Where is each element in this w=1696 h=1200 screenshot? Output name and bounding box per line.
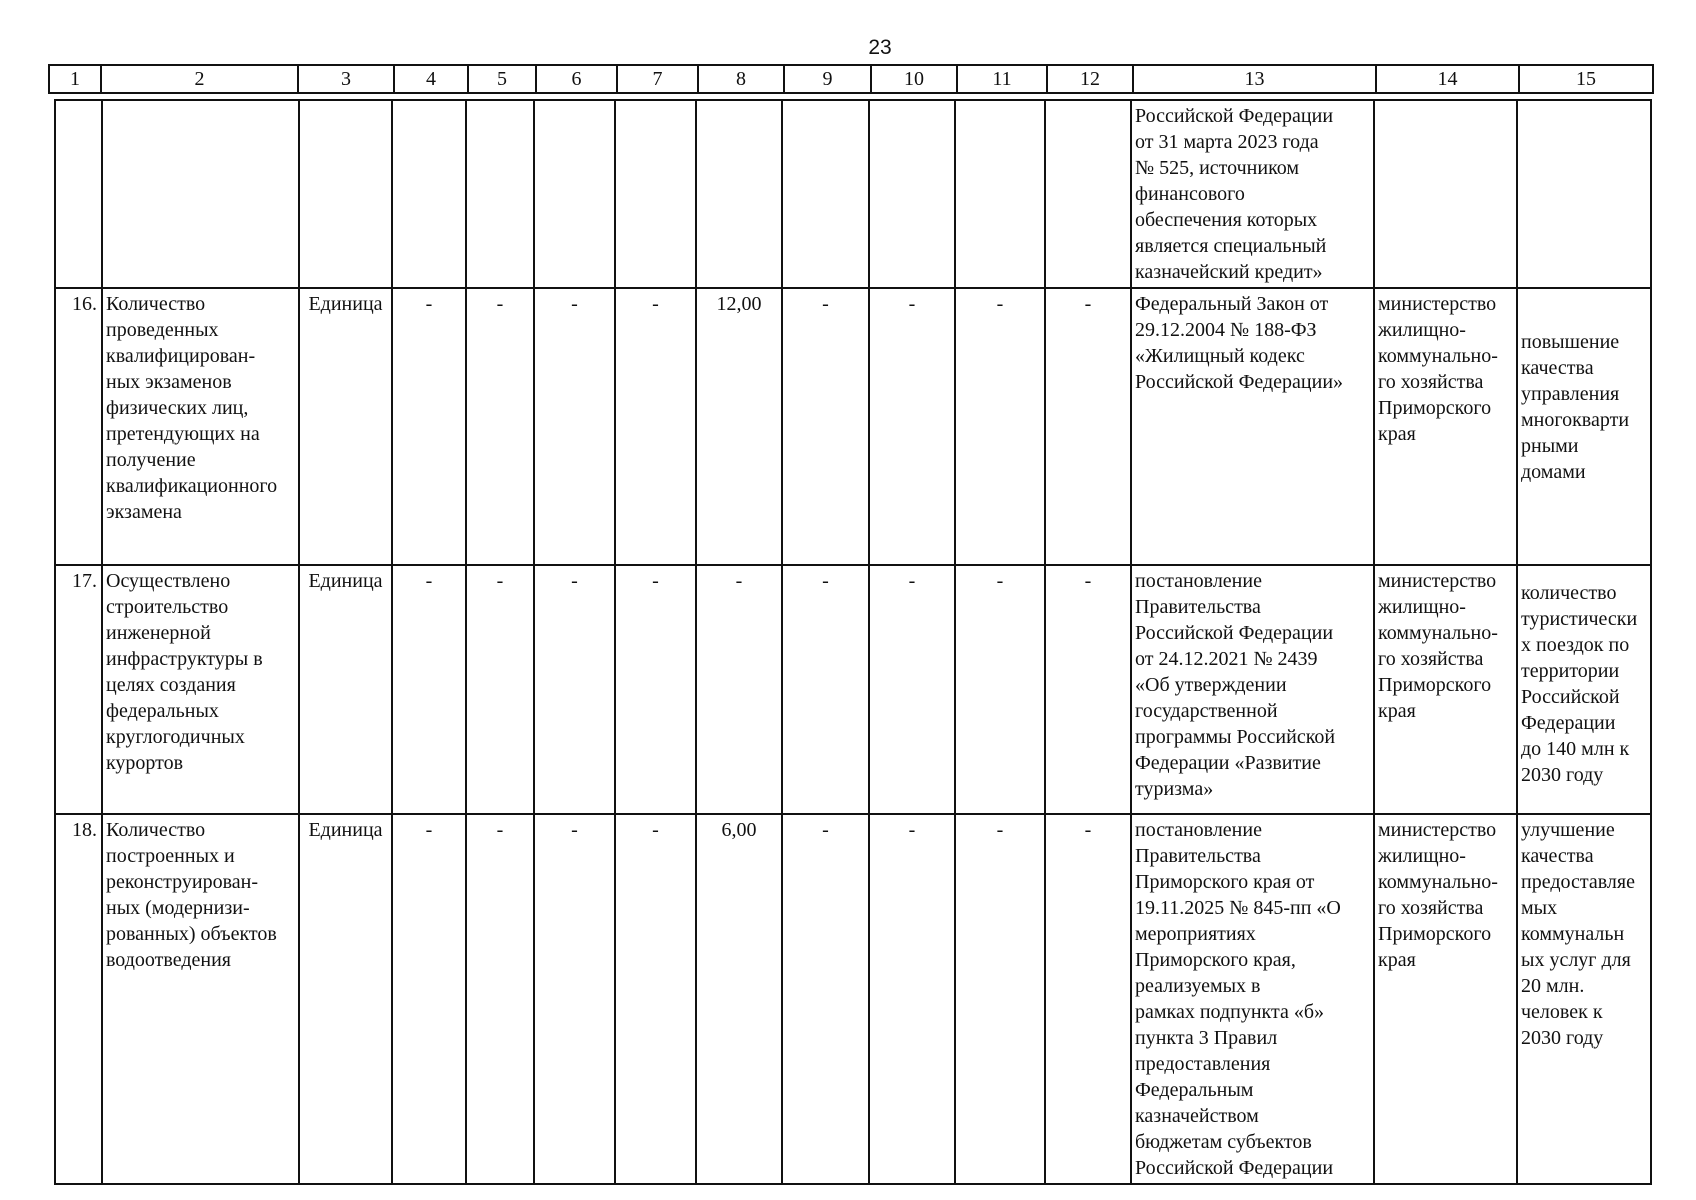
value-col-4: - [392, 288, 466, 565]
header-col-2: 2 [101, 65, 298, 93]
value-col-12: - [1045, 814, 1131, 1184]
value-col-6: - [534, 814, 615, 1184]
legal-basis-cell: постановление Правительства Приморского края от 19.11.2025 № 845-пп «О мероприятиях Приморского края, реализуемых в рамках подпункта «б» пункта 3 Правил предоставления Федеральным казначейством бюджетам субъектов Российской Федерации [1131, 814, 1374, 1184]
value-col-5: - [466, 288, 534, 565]
value-col-10: - [869, 288, 955, 565]
value-col-8 [696, 100, 782, 288]
value-col-10: - [869, 814, 955, 1184]
header-col-7: 7 [617, 65, 698, 93]
row-number: 17. [55, 565, 102, 814]
header-col-1: 1 [49, 65, 101, 93]
indicator-name [102, 100, 299, 288]
legal-basis-cell: Российской Федерации от 31 марта 2023 года № 525, источником финансового обеспечения которых является специальный казначейский кредит» [1131, 100, 1374, 288]
value-col-10 [869, 100, 955, 288]
table-row [55, 100, 1651, 288]
value-col-5: - [466, 565, 534, 814]
table-row [55, 288, 1651, 565]
indicator-name: Осуществлено строительство инженерной инфраструктуры в целях создания федеральных круглогодичных курортов [102, 565, 299, 814]
legal-basis-cell: Федеральный Закон от 29.12.2004 № 188-ФЗ «Жилищный кодекс Российской Федерации» [1131, 288, 1374, 565]
header-col-10: 10 [871, 65, 957, 93]
header-col-12: 12 [1047, 65, 1133, 93]
value-col-12: - [1045, 288, 1131, 565]
value-col-11: - [955, 565, 1045, 814]
responsible-body-cell: министерство жилищно- коммунально- го хозяйства Приморского края [1374, 814, 1517, 1184]
table-row [55, 565, 1651, 814]
header-col-9: 9 [784, 65, 871, 93]
value-col-9 [782, 100, 869, 288]
unit-cell [299, 100, 392, 288]
value-col-7: - [615, 814, 696, 1184]
value-col-8: 6,00 [696, 814, 782, 1184]
row-number: 18. [55, 814, 102, 1184]
goal-cell [1517, 100, 1651, 288]
value-col-10: - [869, 565, 955, 814]
indicator-name: Количество проведенных квалифицирован- ных экзаменов физических лиц, претендующих на получение квалификационного экзамена [102, 288, 299, 565]
header-col-15: 15 [1519, 65, 1653, 93]
header-col-5: 5 [468, 65, 536, 93]
value-col-7: - [615, 565, 696, 814]
value-col-7 [615, 100, 696, 288]
unit-cell: Единица [299, 814, 392, 1184]
page-number: 23 [868, 36, 892, 59]
header-col-14: 14 [1376, 65, 1519, 93]
header-col-4: 4 [394, 65, 468, 93]
value-col-11: - [955, 814, 1045, 1184]
value-col-4: - [392, 814, 466, 1184]
value-col-9: - [782, 814, 869, 1184]
legal-basis-cell: постановление Правительства Российской Федерации от 24.12.2021 № 2439 «Об утверждении государственной программы Российской Федерации «Развитие туризма» [1131, 565, 1374, 814]
value-col-11 [955, 100, 1045, 288]
column-number-header [48, 64, 1654, 94]
value-col-9: - [782, 288, 869, 565]
goal-cell: количество туристически х поездок по территории Российской Федерации до 140 млн к 2030 году [1517, 565, 1651, 814]
indicator-name: Количество построенных и реконструирован- ных (модернизи- рованных) объектов водоотведения [102, 814, 299, 1184]
responsible-body-cell: министерство жилищно- коммунально- го хозяйства Приморского края [1374, 565, 1517, 814]
header-col-3: 3 [298, 65, 394, 93]
header-col-6: 6 [536, 65, 617, 93]
goal-cell: повышение качества управления многокварти рными домами [1517, 288, 1651, 565]
value-col-6 [534, 100, 615, 288]
table-row [55, 814, 1651, 1184]
value-col-12: - [1045, 565, 1131, 814]
row-number [55, 100, 102, 288]
value-col-6: - [534, 565, 615, 814]
value-col-4 [392, 100, 466, 288]
unit-cell: Единица [299, 565, 392, 814]
value-col-6: - [534, 288, 615, 565]
header-col-13: 13 [1133, 65, 1376, 93]
goal-cell: улучшение качества предоставляе мых коммунальн ых услуг для 20 млн. человек к 2030 году [1517, 814, 1651, 1184]
value-col-11: - [955, 288, 1045, 565]
responsible-body-cell [1374, 100, 1517, 288]
header-col-8: 8 [698, 65, 784, 93]
header-col-11: 11 [957, 65, 1047, 93]
value-col-12 [1045, 100, 1131, 288]
value-col-5 [466, 100, 534, 288]
unit-cell: Единица [299, 288, 392, 565]
value-col-5: - [466, 814, 534, 1184]
value-col-8: - [696, 565, 782, 814]
value-col-9: - [782, 565, 869, 814]
value-col-8: 12,00 [696, 288, 782, 565]
value-col-7: - [615, 288, 696, 565]
indicators-table [54, 99, 1652, 1185]
row-number: 16. [55, 288, 102, 565]
value-col-4: - [392, 565, 466, 814]
responsible-body-cell: министерство жилищно- коммунально- го хозяйства Приморского края [1374, 288, 1517, 565]
